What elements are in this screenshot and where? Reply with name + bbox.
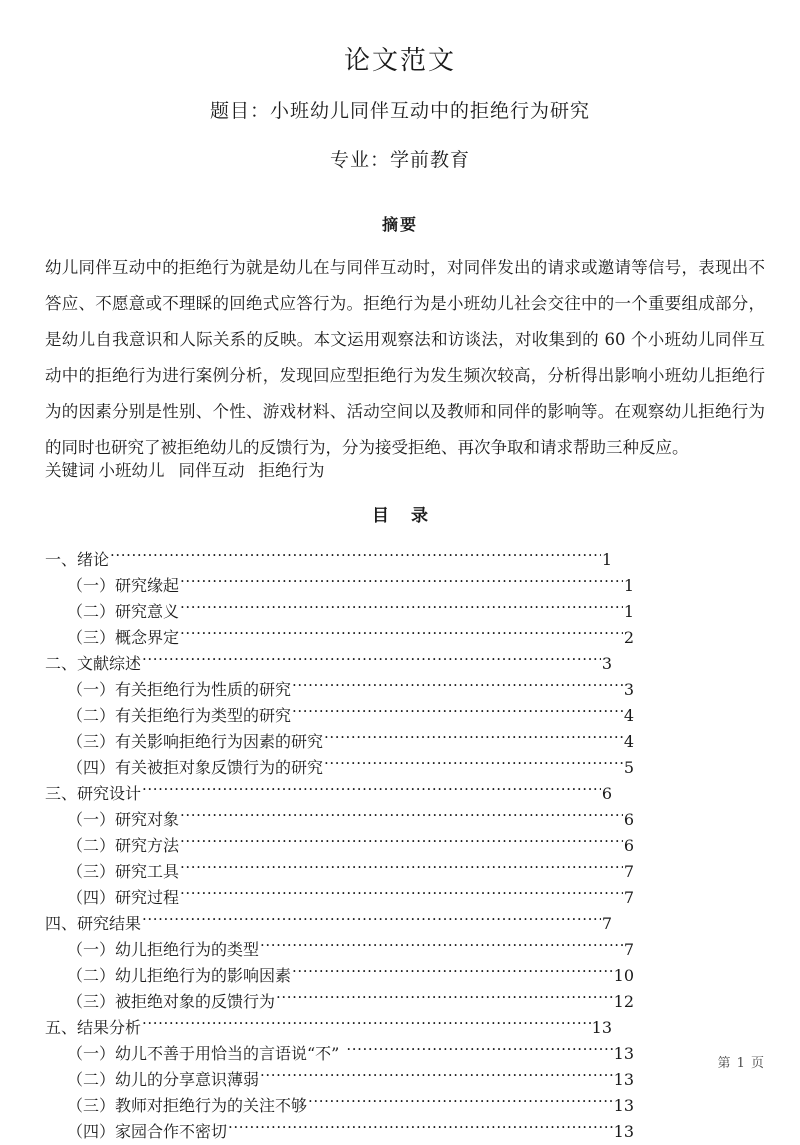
toc-entry[interactable] (45, 651, 612, 677)
toc-entry-page-number: 13 (613, 1122, 634, 1141)
thesis-major-line: 专业：学前教育 (329, 149, 470, 171)
toc-entry[interactable] (45, 937, 634, 963)
toc-entry[interactable] (45, 729, 634, 755)
toc-entry[interactable] (45, 833, 634, 859)
toc-entry[interactable] (45, 755, 634, 781)
toc-entry[interactable] (45, 781, 612, 807)
toc-leader-dots (324, 731, 623, 747)
toc-leader-dots (260, 939, 623, 955)
toc-entry-page-number: 10 (613, 966, 634, 985)
toc-leader-dots (292, 705, 623, 721)
table-of-contents (45, 547, 634, 1145)
thesis-subject-line: 题目：小班幼儿同伴互动中的拒绝行为研究 (209, 100, 590, 122)
toc-entry[interactable] (45, 547, 612, 573)
toc-entry-page-number: 1 (601, 550, 612, 569)
toc-leader-dots (142, 1017, 591, 1033)
toc-entry-page-number: 7 (623, 888, 634, 907)
toc-entry-label: （四）研究过程 (67, 888, 180, 907)
toc-heading: 目 录 (372, 506, 436, 526)
toc-leader-dots (292, 679, 623, 695)
toc-leader-dots (228, 1121, 613, 1137)
toc-entry-page-number: 6 (623, 836, 634, 855)
toc-entry-page-number: 7 (601, 914, 612, 933)
page-footer: 第 1 页 (717, 1056, 765, 1071)
toc-entry-label: （二）研究意义 (67, 602, 180, 621)
toc-entry-label: 三、研究设计 (45, 784, 142, 803)
toc-leader-dots (180, 809, 623, 825)
toc-entry-page-number: 3 (601, 654, 612, 673)
toc-entry-label: 一、绪论 (45, 550, 110, 569)
toc-entry[interactable] (45, 1041, 634, 1067)
toc-entry[interactable] (45, 963, 634, 989)
toc-entry[interactable] (45, 677, 634, 703)
toc-entry-label: （一）研究缘起 (67, 576, 180, 595)
toc-entry-label: 五、结果分析 (45, 1018, 142, 1037)
toc-entry-page-number: 12 (613, 992, 634, 1011)
toc-entry-label: （一）幼儿不善于用恰当的言语说“不” (67, 1044, 340, 1063)
toc-entry[interactable] (45, 989, 634, 1015)
toc-leader-dots (324, 757, 623, 773)
toc-leader-dots (180, 887, 623, 903)
keyword-item: 小班幼儿 (98, 461, 165, 480)
toc-entry[interactable] (45, 599, 634, 625)
toc-leader-dots (180, 627, 623, 643)
toc-entry-page-number: 4 (623, 706, 634, 725)
toc-leader-dots (276, 991, 613, 1007)
toc-entry-label: （三）教师对拒绝行为的关注不够 (67, 1096, 308, 1115)
toc-entry-label: 四、研究结果 (45, 914, 142, 933)
toc-entry-label: （四）有关被拒对象反馈行为的研究 (67, 758, 324, 777)
toc-entry-page-number: 13 (613, 1044, 634, 1063)
toc-entry-label: （一）研究对象 (67, 810, 180, 829)
toc-entry[interactable] (45, 1015, 612, 1041)
toc-entry-page-number: 2 (623, 628, 634, 647)
toc-leader-dots (142, 913, 601, 929)
toc-entry-label: （一）有关拒绝行为性质的研究 (67, 680, 292, 699)
toc-entry-page-number: 13 (613, 1070, 634, 1089)
toc-leader-dots (180, 601, 623, 617)
toc-entry-page-number: 5 (623, 758, 634, 777)
toc-entry-label: （二）有关拒绝行为类型的研究 (67, 706, 292, 725)
toc-entry[interactable] (45, 1093, 634, 1119)
toc-entry-page-number: 13 (613, 1096, 634, 1115)
toc-entry[interactable] (45, 807, 634, 833)
toc-entry-page-number: 4 (623, 732, 634, 751)
toc-entry-label: （二）研究方法 (67, 836, 180, 855)
toc-leader-dots (142, 653, 601, 669)
toc-entry[interactable] (45, 573, 634, 599)
toc-entry-label: 二、文献综述 (45, 654, 142, 673)
toc-entry[interactable] (45, 1119, 634, 1145)
toc-entry[interactable] (45, 1067, 634, 1093)
toc-entry-label: （四）家园合作不密切 (67, 1122, 228, 1141)
toc-entry-page-number: 7 (623, 940, 634, 959)
toc-entry[interactable] (45, 625, 634, 651)
toc-entry-page-number: 13 (591, 1018, 612, 1037)
abstract-body: 幼儿同伴互动中的拒绝行为就是幼儿在与同伴互动时，对同伴发出的请求或邀请等信号，表现出不答应、不愿意或不理睬的回绝式应答行为。拒绝行为是小班幼儿社会交往中的一个重要组成部分，是幼儿自我意识和人际关系的反映。本文运用观察法和访谈法，对收集到的 60 个小班幼儿同伴互动中的拒绝行为进行案例分析，发现回应型拒绝行为发生频次较高，分析得出影响小班幼儿拒绝行为的因素分别是性别、个性、游戏材料、活动空间以及教师和同伴的影响等。在观察幼儿拒绝行为的同时也研究了被拒绝幼儿的反馈行为，分为接受拒绝、再次争取和请求帮助三种反应。 (45, 258, 765, 457)
keywords-line (45, 463, 339, 480)
toc-entry-label: （三）概念界定 (67, 628, 180, 647)
toc-entry-page-number: 1 (623, 602, 634, 621)
toc-leader-dots (142, 783, 601, 799)
toc-entry-page-number: 6 (601, 784, 612, 803)
toc-leader-dots (260, 1069, 613, 1085)
toc-entry[interactable] (45, 859, 634, 885)
toc-leader-dots (346, 1043, 612, 1059)
toc-leader-dots (180, 575, 623, 591)
keyword-item: 同伴互动 (178, 461, 245, 480)
toc-entry[interactable] (45, 911, 612, 937)
toc-entry-page-number: 1 (623, 576, 634, 595)
keywords-label: 关键词 (45, 461, 95, 480)
toc-entry[interactable] (45, 885, 634, 911)
toc-entry-label: （二）幼儿的分享意识薄弱 (67, 1070, 260, 1089)
toc-entry-label: （三）有关影响拒绝行为因素的研究 (67, 732, 324, 751)
toc-entry-label: （三）被拒绝对象的反馈行为 (67, 992, 276, 1011)
keyword-item: 拒绝行为 (258, 461, 325, 480)
toc-entry-label: （二）幼儿拒绝行为的影响因素 (67, 966, 292, 985)
toc-leader-dots (308, 1095, 613, 1111)
toc-leader-dots (292, 965, 613, 981)
toc-leader-dots (180, 835, 623, 851)
document-title: 论文范文 (343, 46, 456, 76)
toc-entry-label: （三）研究工具 (67, 862, 180, 881)
toc-entry-label: （一）幼儿拒绝行为的类型 (67, 940, 260, 959)
toc-leader-dots (110, 549, 601, 565)
toc-leader-dots (180, 861, 623, 877)
abstract-heading: 摘要 (381, 215, 418, 234)
toc-entry-page-number: 6 (623, 810, 634, 829)
toc-entry-page-number: 3 (623, 680, 634, 699)
toc-entry[interactable] (45, 703, 634, 729)
toc-entry-page-number: 7 (623, 862, 634, 881)
